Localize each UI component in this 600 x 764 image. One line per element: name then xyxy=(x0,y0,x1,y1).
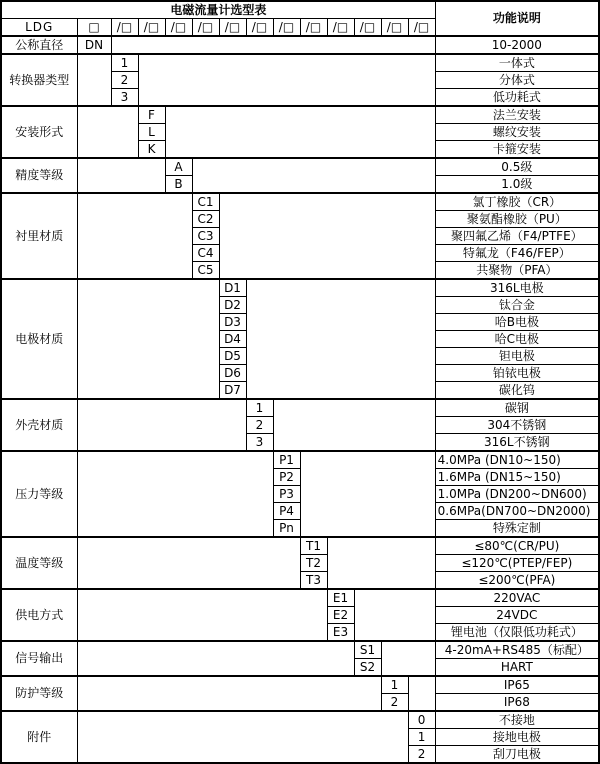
empty-cell xyxy=(77,451,273,537)
option-code: T1 xyxy=(300,537,327,555)
empty-cell xyxy=(77,193,192,279)
empty-cell xyxy=(165,106,435,158)
option-code: D2 xyxy=(219,297,246,314)
empty-cell xyxy=(77,106,138,158)
option-desc: 共聚物（PFA） xyxy=(435,262,599,280)
option-desc: ≤200℃(PFA) xyxy=(435,572,599,590)
option-desc: IP68 xyxy=(435,694,599,712)
option-desc: 钛合金 xyxy=(435,297,599,314)
empty-cell xyxy=(111,36,435,54)
option-code: P2 xyxy=(273,469,300,486)
code-slot: /□ xyxy=(165,19,192,37)
option-code: D1 xyxy=(219,279,246,297)
option-desc: 哈B电极 xyxy=(435,314,599,331)
category-label: 安装形式 xyxy=(1,106,77,158)
option-code: 1 xyxy=(381,676,408,694)
empty-cell xyxy=(219,193,435,279)
empty-cell xyxy=(381,641,435,676)
empty-cell xyxy=(77,676,381,711)
option-desc: 4-20mA+RS485（标配） xyxy=(435,641,599,659)
option-code: T3 xyxy=(300,572,327,590)
option-code: Pn xyxy=(273,520,300,538)
option-code: B xyxy=(165,176,192,194)
option-desc: 螺纹安装 xyxy=(435,124,599,141)
code-slot: /□ xyxy=(111,19,138,37)
code-slot: /□ xyxy=(246,19,273,37)
option-desc: 聚氨酯橡胶（PU） xyxy=(435,211,599,228)
option-desc: 1.0MPa (DN200~DN600) xyxy=(435,486,599,503)
option-code: D3 xyxy=(219,314,246,331)
category-label: 电极材质 xyxy=(1,279,77,399)
option-desc: 聚四氟乙烯（F4/PTFE） xyxy=(435,228,599,245)
empty-cell xyxy=(77,711,408,763)
option-code: 3 xyxy=(111,89,138,107)
option-desc: 低功耗式 xyxy=(435,89,599,107)
option-desc: 卡箍安装 xyxy=(435,141,599,159)
category-label: 精度等级 xyxy=(1,158,77,193)
empty-cell xyxy=(77,158,165,193)
category-label: 附件 xyxy=(1,711,77,763)
option-code: T2 xyxy=(300,555,327,572)
option-desc: HART xyxy=(435,659,599,677)
category-label: 防护等级 xyxy=(1,676,77,711)
code-slot: /□ xyxy=(354,19,381,37)
option-code: D6 xyxy=(219,365,246,382)
option-code: K xyxy=(138,141,165,159)
option-desc: 220VAC xyxy=(435,589,599,607)
empty-cell xyxy=(77,54,111,106)
option-desc: 钽电极 xyxy=(435,348,599,365)
category-label: 衬里材质 xyxy=(1,193,77,279)
option-desc: 0.5级 xyxy=(435,158,599,176)
option-desc: 特氟龙（F46/FEP） xyxy=(435,245,599,262)
code-box: □ xyxy=(77,19,111,37)
option-code: P1 xyxy=(273,451,300,469)
category-label: 压力等级 xyxy=(1,451,77,537)
code-slot: /□ xyxy=(219,19,246,37)
empty-cell xyxy=(138,54,435,106)
option-code: 2 xyxy=(381,694,408,712)
option-desc: 哈C电极 xyxy=(435,331,599,348)
option-desc: 接地电极 xyxy=(435,729,599,746)
category-label: 温度等级 xyxy=(1,537,77,589)
code-slot: /□ xyxy=(300,19,327,37)
option-desc: 铂铱电极 xyxy=(435,365,599,382)
option-code: P3 xyxy=(273,486,300,503)
option-code: C3 xyxy=(192,228,219,245)
code-slot: /□ xyxy=(408,19,435,37)
option-code: DN xyxy=(77,36,111,54)
option-desc: 分体式 xyxy=(435,72,599,89)
option-code: 0 xyxy=(408,711,435,729)
option-desc: 一体式 xyxy=(435,54,599,72)
option-code: C4 xyxy=(192,245,219,262)
option-desc: 碳化钨 xyxy=(435,382,599,400)
option-code: D5 xyxy=(219,348,246,365)
option-code: E1 xyxy=(327,589,354,607)
option-desc: 1.0级 xyxy=(435,176,599,194)
option-desc: 刮刀电极 xyxy=(435,746,599,764)
option-desc: 氯丁橡胶（CR） xyxy=(435,193,599,211)
option-code: 1 xyxy=(246,399,273,417)
option-code: C1 xyxy=(192,193,219,211)
empty-cell xyxy=(77,537,300,589)
code-slot: /□ xyxy=(381,19,408,37)
function-column-header: 功能说明 xyxy=(435,1,599,36)
category-label: 转换器类型 xyxy=(1,54,77,106)
empty-cell xyxy=(77,399,246,451)
code-slot: /□ xyxy=(138,19,165,37)
empty-cell xyxy=(192,158,435,193)
option-desc: ≤120℃(PTEP/FEP) xyxy=(435,555,599,572)
empty-cell xyxy=(408,676,435,711)
option-desc: 10-2000 xyxy=(435,36,599,54)
option-desc: 4.0MPa (DN10~150) xyxy=(435,451,599,469)
empty-cell xyxy=(354,589,435,641)
option-code: D4 xyxy=(219,331,246,348)
empty-cell xyxy=(77,641,354,676)
empty-cell xyxy=(300,451,435,537)
option-code: A xyxy=(165,158,192,176)
option-code: L xyxy=(138,124,165,141)
option-code: P4 xyxy=(273,503,300,520)
option-desc: 碳钢 xyxy=(435,399,599,417)
option-code: E2 xyxy=(327,607,354,624)
option-code: 1 xyxy=(111,54,138,72)
category-label: 公称直径 xyxy=(1,36,77,54)
code-slot: /□ xyxy=(192,19,219,37)
option-code: 2 xyxy=(246,417,273,434)
option-code: 2 xyxy=(111,72,138,89)
option-code: F xyxy=(138,106,165,124)
option-code: S1 xyxy=(354,641,381,659)
option-desc: 304不锈钢 xyxy=(435,417,599,434)
option-desc: 法兰安装 xyxy=(435,106,599,124)
option-code: 1 xyxy=(408,729,435,746)
option-desc: 锂电池（仅限低功耗式） xyxy=(435,624,599,642)
option-code: D7 xyxy=(219,382,246,400)
option-code: 3 xyxy=(246,434,273,452)
empty-cell xyxy=(273,399,435,451)
option-desc: 1.6MPa (DN15~150) xyxy=(435,469,599,486)
category-label: 外壳材质 xyxy=(1,399,77,451)
option-desc: 316L电极 xyxy=(435,279,599,297)
option-desc: IP65 xyxy=(435,676,599,694)
empty-cell xyxy=(77,589,327,641)
empty-cell xyxy=(246,279,435,399)
option-desc: 0.6MPa(DN700~DN2000) xyxy=(435,503,599,520)
option-code: S2 xyxy=(354,659,381,677)
option-desc: 316L不锈钢 xyxy=(435,434,599,452)
empty-cell xyxy=(327,537,435,589)
model-prefix: LDG xyxy=(1,19,77,37)
option-code: C2 xyxy=(192,211,219,228)
category-label: 供电方式 xyxy=(1,589,77,641)
code-slot: /□ xyxy=(273,19,300,37)
table-title: 电磁流量计选型表 xyxy=(1,1,435,19)
empty-cell xyxy=(77,279,219,399)
option-code: C5 xyxy=(192,262,219,280)
code-slot: /□ xyxy=(327,19,354,37)
option-code: E3 xyxy=(327,624,354,642)
option-desc: 24VDC xyxy=(435,607,599,624)
category-label: 信号输出 xyxy=(1,641,77,676)
option-desc: 特殊定制 xyxy=(435,520,599,538)
option-code: 2 xyxy=(408,746,435,764)
option-desc: ≤80℃(CR/PU) xyxy=(435,537,599,555)
option-desc: 不接地 xyxy=(435,711,599,729)
